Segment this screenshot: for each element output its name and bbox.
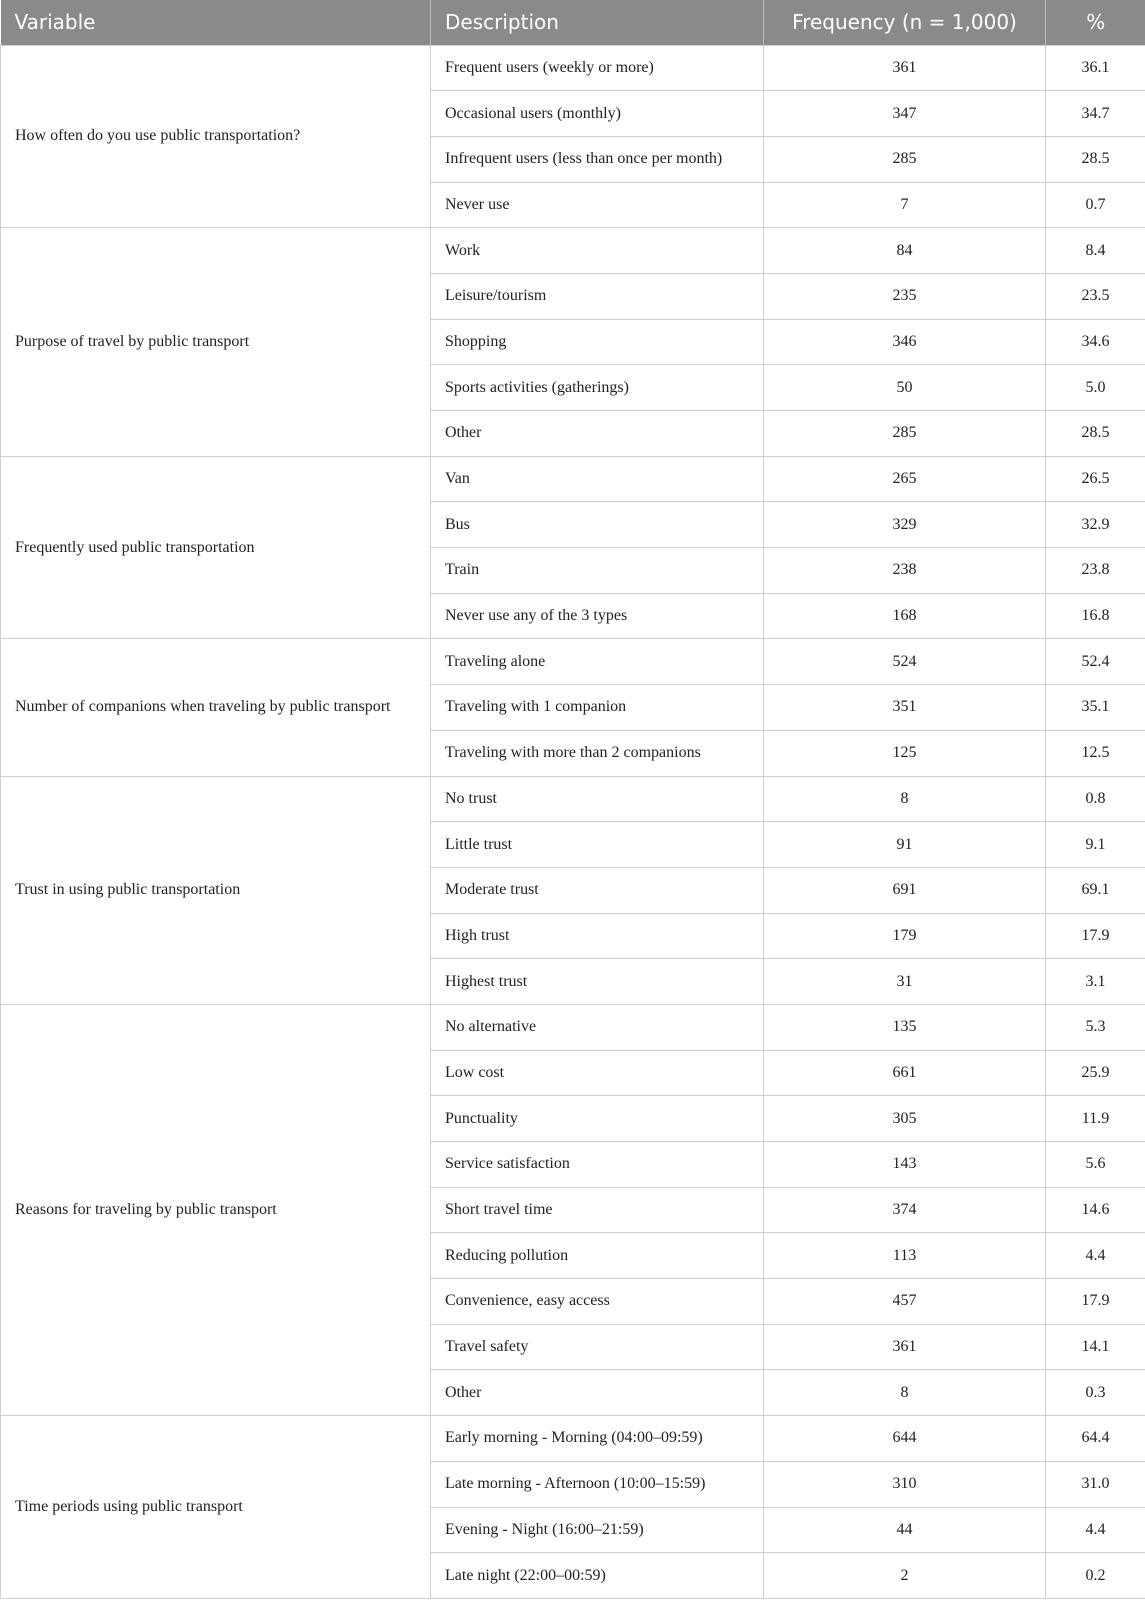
table-row — [1, 45, 1145, 91]
frequency-cell: 8 — [764, 1370, 1046, 1416]
frequency-cell: 285 — [764, 136, 1046, 182]
header-percent: % — [1046, 0, 1145, 45]
frequency-cell: 305 — [764, 1096, 1046, 1142]
frequency-cell: 457 — [764, 1279, 1046, 1325]
description-cell: Punctuality — [431, 1096, 764, 1142]
percent-cell: 4.4 — [1046, 1233, 1145, 1279]
description-cell: Leisure/tourism — [431, 273, 764, 319]
table-row — [1, 639, 1145, 685]
table-row — [1, 1004, 1145, 1050]
description-cell: Late morning - Afternoon (10:00–15:59) — [431, 1461, 764, 1507]
description-cell: Low cost — [431, 1050, 764, 1096]
variable-cell: Reasons for traveling by public transport — [1, 1004, 431, 1415]
table-body — [1, 45, 1145, 1598]
description-cell: Traveling with 1 companion — [431, 685, 764, 731]
percent-cell: 0.3 — [1046, 1370, 1145, 1416]
frequency-cell: 374 — [764, 1187, 1046, 1233]
frequency-cell: 361 — [764, 1324, 1046, 1370]
frequency-cell: 265 — [764, 456, 1046, 502]
description-cell: Train — [431, 548, 764, 594]
percent-cell: 5.3 — [1046, 1004, 1145, 1050]
percent-cell: 31.0 — [1046, 1461, 1145, 1507]
percent-cell: 17.9 — [1046, 913, 1145, 959]
description-cell: Bus — [431, 502, 764, 548]
percent-cell: 9.1 — [1046, 822, 1145, 868]
description-cell: Other — [431, 1370, 764, 1416]
frequency-cell: 84 — [764, 228, 1046, 274]
description-cell: Moderate trust — [431, 867, 764, 913]
frequency-cell: 125 — [764, 730, 1046, 776]
frequency-cell: 91 — [764, 822, 1046, 868]
header-variable: Variable — [1, 0, 431, 45]
percent-cell: 32.9 — [1046, 502, 1145, 548]
percent-cell: 3.1 — [1046, 959, 1145, 1005]
frequency-cell: 310 — [764, 1461, 1046, 1507]
description-cell: Sports activities (gatherings) — [431, 365, 764, 411]
frequency-cell: 135 — [764, 1004, 1046, 1050]
percent-cell: 26.5 — [1046, 456, 1145, 502]
description-cell: Shopping — [431, 319, 764, 365]
frequency-cell: 50 — [764, 365, 1046, 411]
description-cell: No trust — [431, 776, 764, 822]
frequency-cell: 8 — [764, 776, 1046, 822]
variable-cell: Purpose of travel by public transport — [1, 228, 431, 456]
table-header — [1, 0, 1145, 45]
description-cell: Service satisfaction — [431, 1142, 764, 1188]
frequency-cell: 644 — [764, 1416, 1046, 1462]
frequency-cell: 285 — [764, 411, 1046, 457]
percent-cell: 23.5 — [1046, 273, 1145, 319]
percent-cell: 11.9 — [1046, 1096, 1145, 1142]
percent-cell: 4.4 — [1046, 1507, 1145, 1553]
frequency-cell: 238 — [764, 548, 1046, 594]
variable-cell: Time periods using public transport — [1, 1416, 431, 1599]
header-row — [1, 0, 1145, 45]
frequency-cell: 524 — [764, 639, 1046, 685]
percent-cell: 69.1 — [1046, 867, 1145, 913]
percent-cell: 34.6 — [1046, 319, 1145, 365]
description-cell: Van — [431, 456, 764, 502]
percent-cell: 0.2 — [1046, 1553, 1145, 1599]
frequency-cell: 691 — [764, 867, 1046, 913]
description-cell: Reducing pollution — [431, 1233, 764, 1279]
frequency-cell: 7 — [764, 182, 1046, 228]
frequency-cell: 346 — [764, 319, 1046, 365]
frequency-cell: 329 — [764, 502, 1046, 548]
percent-cell: 0.8 — [1046, 776, 1145, 822]
description-cell: Highest trust — [431, 959, 764, 1005]
description-cell: Evening - Night (16:00–21:59) — [431, 1507, 764, 1553]
description-cell: Infrequent users (less than once per month) — [431, 136, 764, 182]
frequency-cell: 351 — [764, 685, 1046, 731]
header-frequency: Frequency (n = 1,000) — [764, 0, 1046, 45]
frequency-cell: 235 — [764, 273, 1046, 319]
percent-cell: 14.6 — [1046, 1187, 1145, 1233]
description-cell: Other — [431, 411, 764, 457]
percent-cell: 34.7 — [1046, 91, 1145, 137]
table-row — [1, 1416, 1145, 1462]
description-cell: Traveling alone — [431, 639, 764, 685]
percent-cell: 35.1 — [1046, 685, 1145, 731]
frequency-cell: 31 — [764, 959, 1046, 1005]
variable-cell: Frequently used public transportation — [1, 456, 431, 639]
percent-cell: 52.4 — [1046, 639, 1145, 685]
frequency-cell: 2 — [764, 1553, 1046, 1599]
frequency-cell: 661 — [764, 1050, 1046, 1096]
percent-cell: 23.8 — [1046, 548, 1145, 594]
description-cell: Traveling with more than 2 companions — [431, 730, 764, 776]
description-cell: Work — [431, 228, 764, 274]
description-cell: Convenience, easy access — [431, 1279, 764, 1325]
percent-cell: 28.5 — [1046, 411, 1145, 457]
percent-cell: 0.7 — [1046, 182, 1145, 228]
percent-cell: 64.4 — [1046, 1416, 1145, 1462]
frequency-cell: 143 — [764, 1142, 1046, 1188]
description-cell: Short travel time — [431, 1187, 764, 1233]
percent-cell: 12.5 — [1046, 730, 1145, 776]
description-cell: No alternative — [431, 1004, 764, 1050]
description-cell: Never use — [431, 182, 764, 228]
variable-cell: Trust in using public transportation — [1, 776, 431, 1004]
header-description: Description — [431, 0, 764, 45]
frequency-cell: 44 — [764, 1507, 1046, 1553]
percent-cell: 28.5 — [1046, 136, 1145, 182]
percent-cell: 8.4 — [1046, 228, 1145, 274]
description-cell: Late night (22:00–00:59) — [431, 1553, 764, 1599]
description-cell: Travel safety — [431, 1324, 764, 1370]
description-cell: Frequent users (weekly or more) — [431, 45, 764, 91]
variable-cell: Number of companions when traveling by public transport — [1, 639, 431, 776]
frequency-cell: 168 — [764, 593, 1046, 639]
percent-cell: 16.8 — [1046, 593, 1145, 639]
percent-cell: 14.1 — [1046, 1324, 1145, 1370]
description-cell: Never use any of the 3 types — [431, 593, 764, 639]
percent-cell: 17.9 — [1046, 1279, 1145, 1325]
frequency-cell: 347 — [764, 91, 1046, 137]
percent-cell: 25.9 — [1046, 1050, 1145, 1096]
frequency-cell: 113 — [764, 1233, 1046, 1279]
percent-cell: 5.6 — [1046, 1142, 1145, 1188]
description-cell: Little trust — [431, 822, 764, 868]
variable-cell: How often do you use public transportation? — [1, 45, 431, 228]
percent-cell: 5.0 — [1046, 365, 1145, 411]
description-cell: Early morning - Morning (04:00–09:59) — [431, 1416, 764, 1462]
description-cell: Occasional users (monthly) — [431, 91, 764, 137]
frequency-cell: 179 — [764, 913, 1046, 959]
table-row — [1, 228, 1145, 274]
description-cell: High trust — [431, 913, 764, 959]
table-row — [1, 456, 1145, 502]
table-row — [1, 776, 1145, 822]
percent-cell: 36.1 — [1046, 45, 1145, 91]
frequency-cell: 361 — [764, 45, 1046, 91]
